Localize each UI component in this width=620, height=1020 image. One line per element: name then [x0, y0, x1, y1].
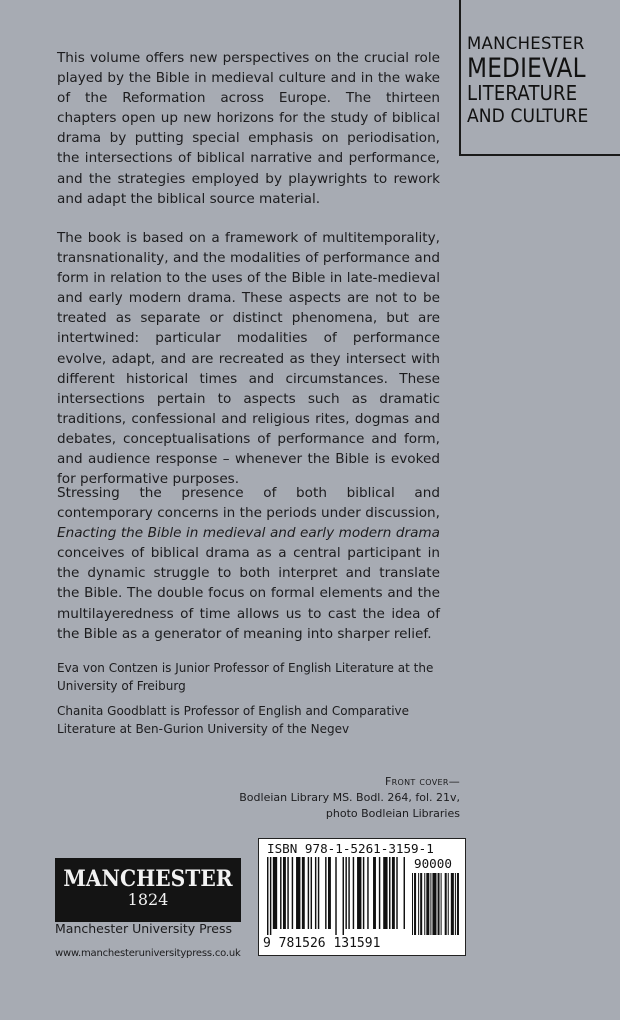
cover-credit-line-2: photo Bodleian Libraries — [325, 807, 460, 820]
publisher-logo-year: 1824 — [127, 890, 169, 909]
blurb-paragraph-2: The book is based on a framework of multitemporality, transnationality, and the modalities of performance and form in relation to the uses of the Bible in late-medieval and early modern drama. These aspects are not to be treated as separate or distinct phenomena, but are intertwined: particular modalities of performance evolve, adapt, and are recreated as they intersect with different historical times and circumstances. These intersections pertain to aspects such as dramatic traditions, confessional and religious rites, dogmas and debates, conceptualisations of performance and form, and audience response – whenever the Bible is evoked for performative purposes. — [57, 230, 440, 488]
ean-digits: 9 781526 131591 — [263, 936, 381, 951]
series-line-4: AND CULTURE — [467, 104, 589, 127]
series-logo — [459, 0, 620, 156]
editor-bio-2: Chanita Goodblatt is Professor of English and Comparative Literature at Ben-Gurion University of the Negev — [57, 704, 410, 736]
blurb-paragraph-3 — [57, 483, 440, 644]
isbn-text: ISBN 978-1-5261-3159-1 — [267, 841, 434, 856]
series-line-3: LITERATURE — [467, 80, 578, 105]
cover-credit — [160, 774, 460, 822]
cover-credit-line-1: Bodleian Library MS. Bodl. 264, fol. 21v, — [239, 791, 460, 804]
series-line-1: MANCHESTER — [467, 34, 585, 53]
series-line-2: MEDIEVAL — [467, 52, 586, 84]
publisher-logo-word: MANCHESTER — [63, 866, 233, 892]
barcode-bars — [267, 857, 405, 935]
publisher-name: Manchester University Press — [55, 921, 232, 936]
editor-bio-1: Eva von Contzen is Junior Professor of English Literature at the University of Freiburg — [57, 661, 434, 693]
barcode-addon-bars — [412, 873, 460, 935]
publisher-url: www.manchesteruniversitypress.co.uk — [55, 948, 241, 959]
barcode — [258, 838, 466, 956]
blurb-paragraph-3-end: conceives of biblical drama as a central participant in the dynamic struggle to both interpret and translate the Bible. The double focus on formal elements and the multilayeredness of time allows us to cast the idea of the Bible as a generator of meaning into sharper relief. — [57, 545, 440, 642]
blurb-paragraph-3-start: Stressing the presence of both biblical and contemporary concerns in the periods under discussion, — [57, 485, 440, 522]
blurb-paragraph-1: This volume offers new perspectives on the crucial role played by the Bible in medieval culture and in the wake of the Reformation across Europe. The thirteen chapters open up new horizons for the study of biblical drama by putting special emphasis on periodisation, the intersections of biblical narrative and performance, and the strategies employed by playwrights to rework and adapt the biblical source material. — [57, 50, 440, 207]
publisher-logo — [55, 858, 241, 922]
price-code: 90000 — [414, 856, 452, 871]
book-title: Enacting the Bible in medieval and early modern drama — [57, 525, 440, 542]
cover-credit-heading: Front cover— — [385, 775, 460, 788]
